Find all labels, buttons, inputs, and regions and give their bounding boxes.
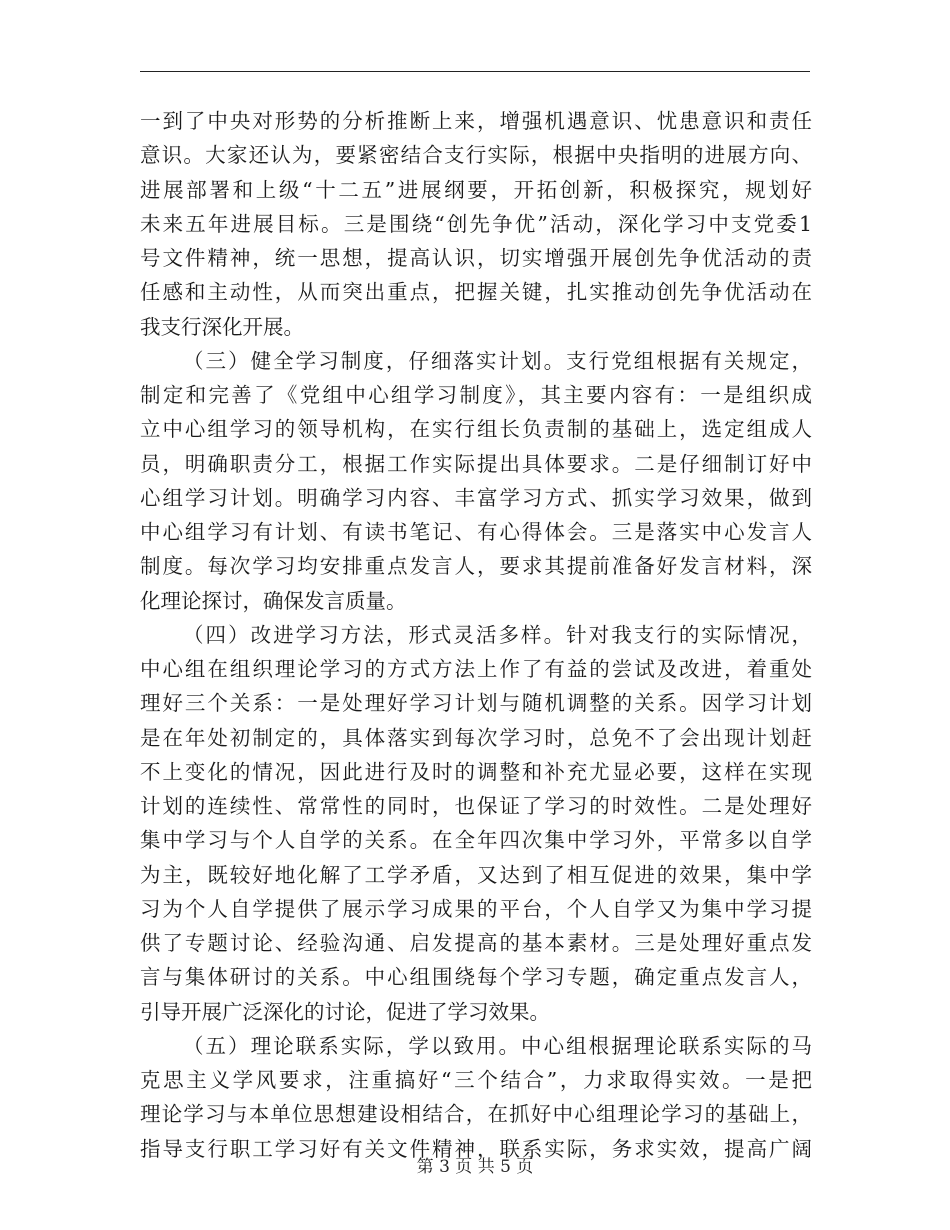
text-line: 一到了中央对形势的分析推断上来，增强机遇意识、忧患意识和责任	[140, 109, 812, 133]
text-line: 计划的连续性、常常性的同时，也保证了学习的时效性。二是处理好	[140, 794, 812, 818]
page-footer: 第 3 页 共 5 页	[416, 1157, 534, 1177]
text-line: 是在年处初制定的，具体落实到每次学习时，总免不了会出现计划赶	[140, 725, 812, 750]
text-line: 意识。大家还认为，要紧密结合支行实际，根据中央指明的进展方向、	[140, 143, 812, 168]
text-line: 中心组学习有计划、有读书笔记、有心得体会。三是落实中心发言人	[140, 520, 812, 544]
text-line: 理论学习与本单位思想建设相结合，在抓好中心组理论学习的基础上，	[140, 1102, 812, 1127]
text-line: 言与集体研讨的关系。中心组围绕每个学习专题，确定重点发言人，	[140, 965, 812, 990]
text-line: 引导开展广泛深化的讨论，促进了学习效果。	[140, 999, 550, 1024]
text-line: 不上变化的情况，因此进行及时的调整和补充尤显必要，这样在实现	[140, 759, 812, 784]
header-rule	[140, 71, 810, 72]
text-line: 号文件精神，统一思想，提高认识，切实增强开展创先争优活动的责	[140, 246, 812, 270]
text-line: 制定和完善了《党组中心组学习制度》，其主要内容有：一是组织成	[140, 383, 812, 407]
text-line: （三）健全学习制度，仔细落实计划。支行党组根据有关规定，	[183, 348, 812, 373]
text-line: （四）改进学习方法，形式灵活多样。针对我支行的实际情况，	[183, 622, 812, 647]
text-line: 进展部署和上级“十二五”进展纲要，开拓创新，积极探究，规划好	[140, 177, 812, 202]
text-line: 任感和主动性，从而突出重点，把握关键，扎实推动创先争优活动在	[140, 280, 812, 305]
text-line: 指导支行职工学习好有关文件精神，联系实际，务求实效，提高广阔	[140, 1136, 812, 1161]
text-line: 我支行深化开展。	[140, 314, 304, 339]
text-line: （五）理论联系实际，学以致用。中心组根据理论联系实际的马	[183, 1033, 812, 1058]
text-line: 未来五年进展目标。三是围绕“创先争优”活动，深化学习中支党委1	[140, 211, 812, 236]
text-line: 员，明确职责分工，根据工作实际提出具体要求。二是仔细制订好中	[140, 451, 812, 476]
text-line: 立中心组学习的领导机构，在实行组长负责制的基础上，选定组成人	[140, 417, 812, 442]
text-line: 供了专题讨论、经验沟通、启发提高的基本素材。三是处理好重点发	[140, 931, 812, 955]
text-line: 克思主义学风要求，注重搞好“三个结合”，力求取得实效。一是把	[140, 1068, 812, 1092]
text-line: 制度。每次学习均安排重点发言人，要求其提前准备好发言材料，深	[140, 554, 812, 579]
text-line: 理好三个关系：一是处理好学习计划与随机调整的关系。因学习计划	[140, 691, 812, 716]
body-text	[140, 104, 812, 1166]
text-line: 中心组在组织理论学习的方式方法上作了有益的尝试及改进，着重处	[140, 657, 812, 681]
text-line: 心组学习计划。明确学习内容、丰富学习方式、抓实学习效果，做到	[140, 485, 812, 510]
text-line: 集中学习与个人自学的关系。在全年四次集中学习外，平常多以自学	[140, 828, 812, 853]
text-line: 习为个人自学提供了展示学习成果的平台，个人自学又为集中学习提	[140, 896, 812, 921]
text-line: 为主，既较好地化解了工学矛盾，又达到了相互促进的效果，集中学	[140, 862, 812, 887]
text-line: 化理论探讨，确保发言质量。	[140, 588, 407, 613]
